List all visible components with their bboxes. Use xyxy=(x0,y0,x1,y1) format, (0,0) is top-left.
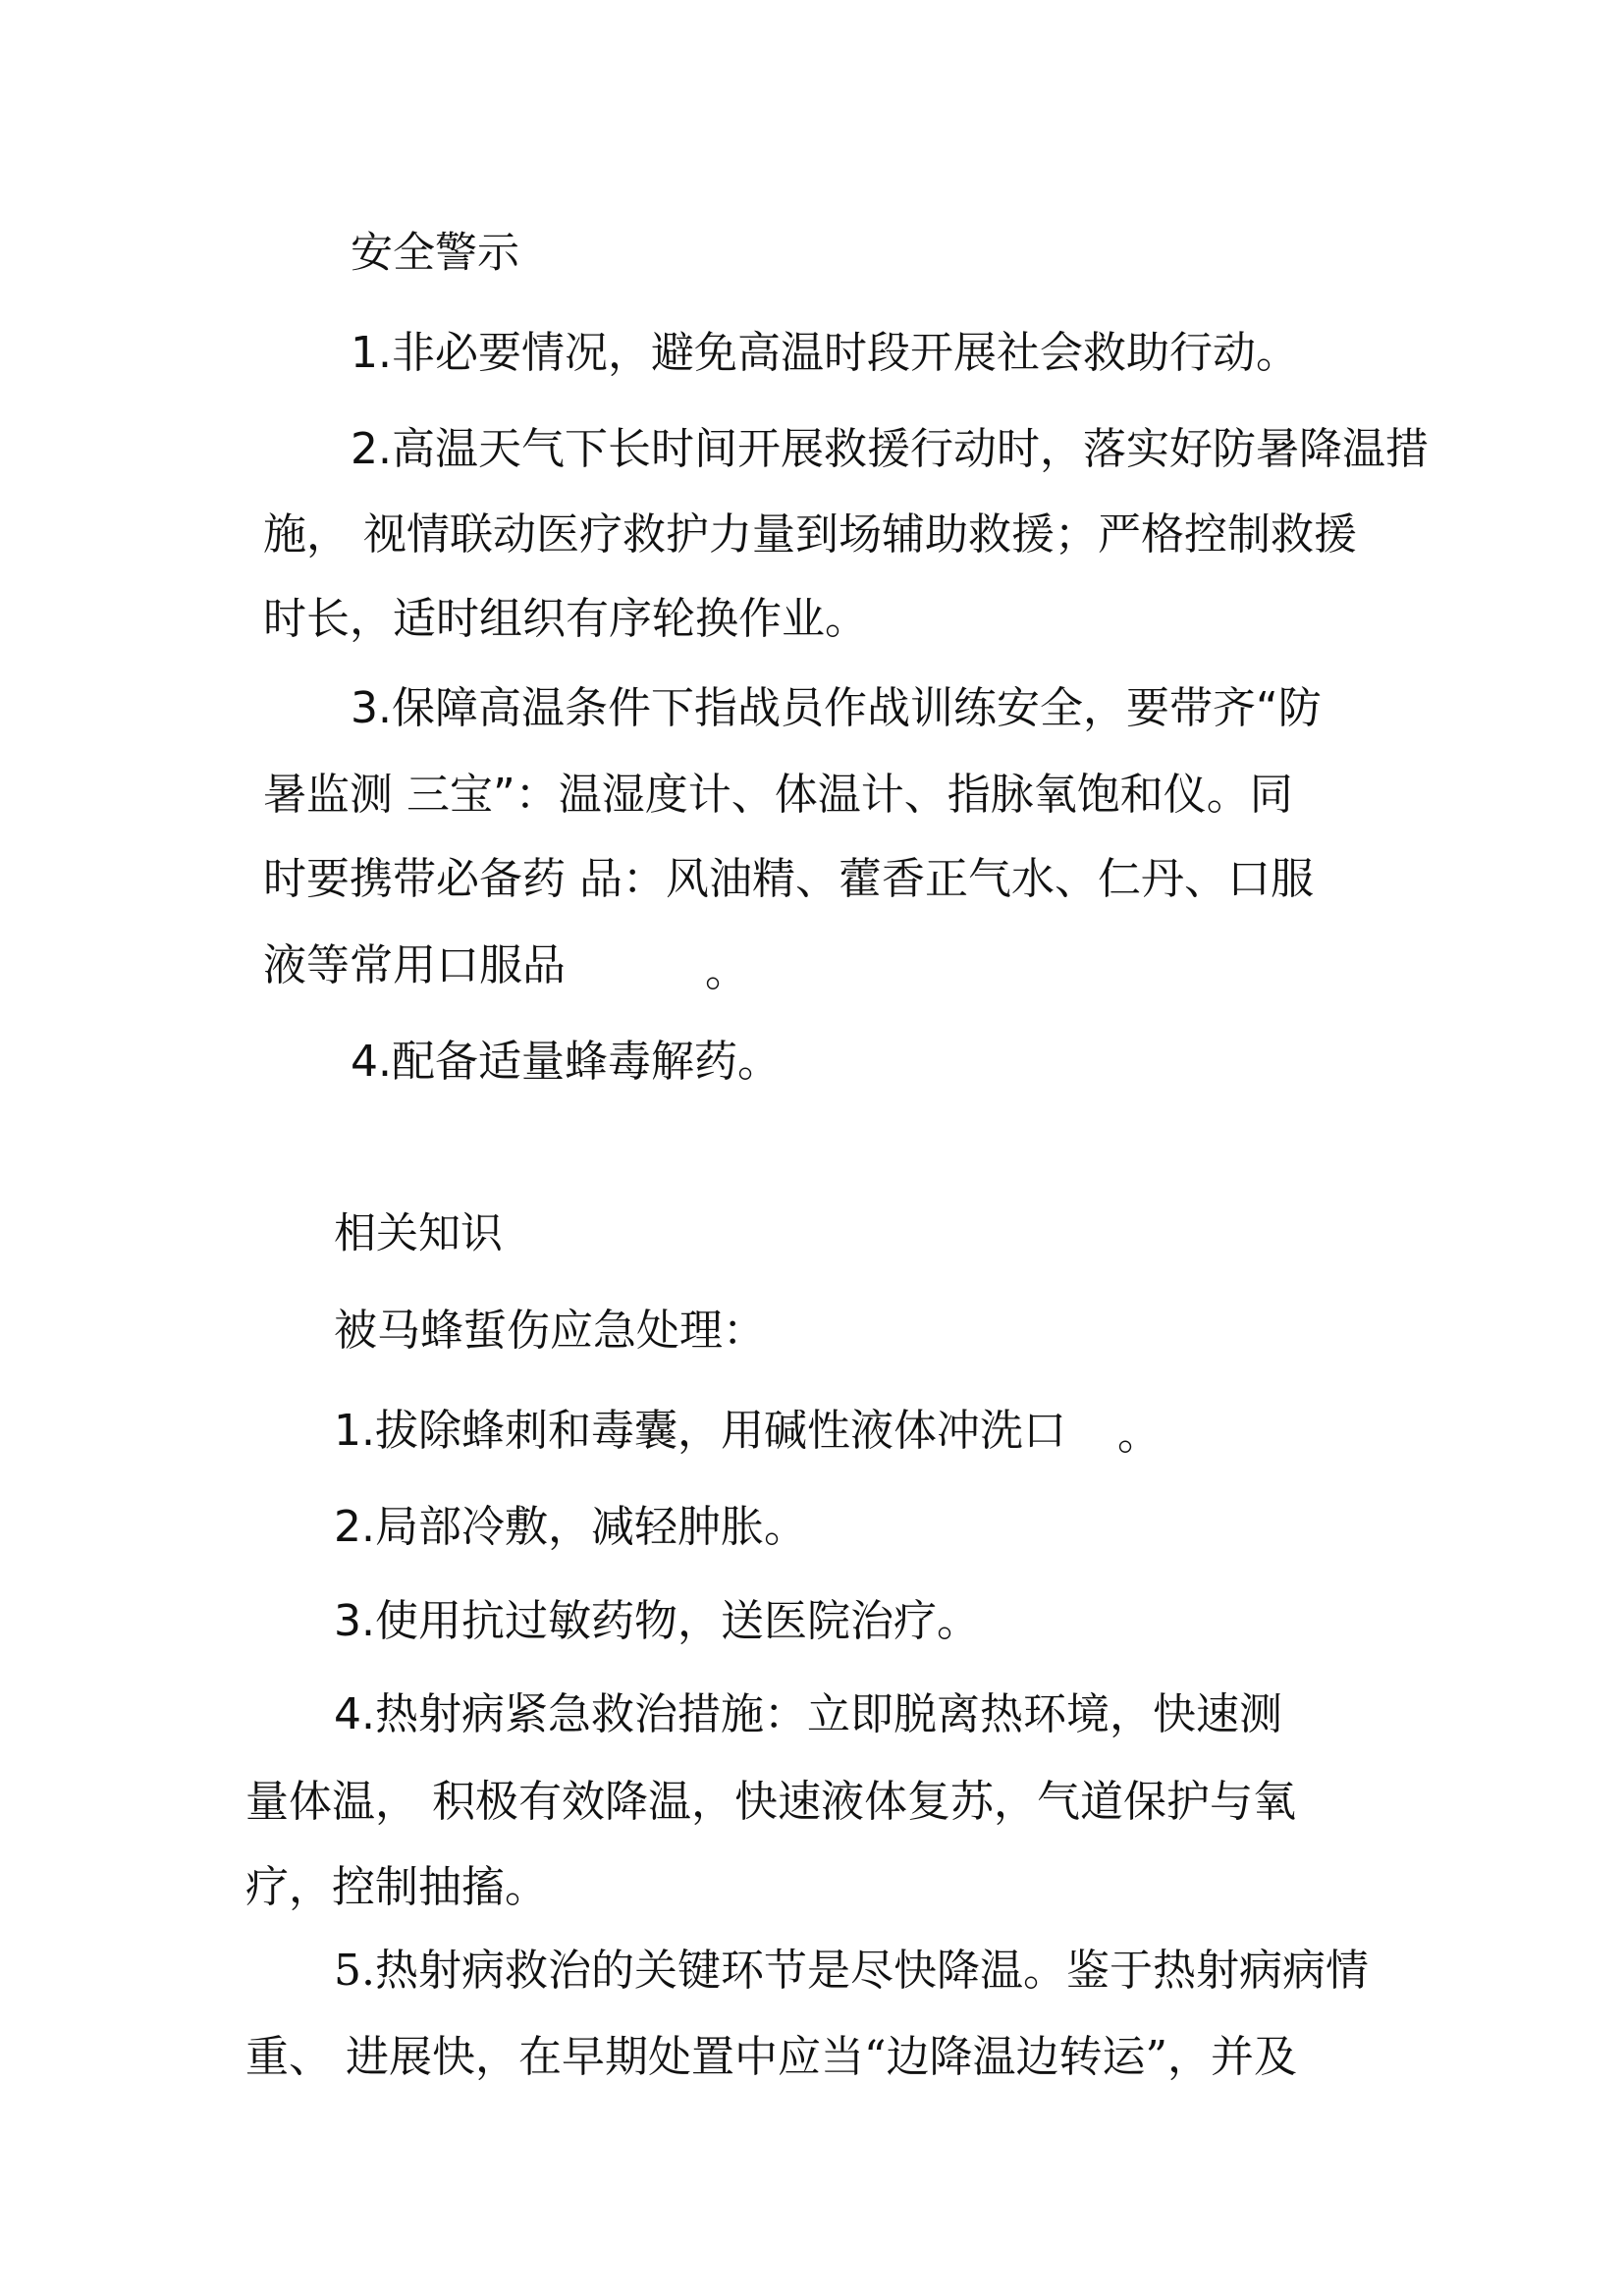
knowledge-item-1-period: 。 xyxy=(1117,1410,1161,1460)
knowledge-item-4-line-1: 4.热射病紧急救治措施：立即脱离热环境，快速测 xyxy=(334,1689,1282,1739)
warning-item-3-line-3: 时要携带必备药 品：风油精、藿香正气水、仁丹、口服 xyxy=(263,854,1314,904)
bee-sting-subheading: 被马蜂蜇伤应急处理： xyxy=(334,1306,766,1356)
warning-item-3-period: 。 xyxy=(705,946,748,996)
knowledge-item-1: 1.拔除蜂刺和毒囊，用碱性液体冲洗口 xyxy=(334,1406,1066,1456)
warning-item-3-line-1: 3.保障高温条件下指战员作战训练安全，要带齐“防 xyxy=(351,683,1322,733)
knowledge-item-5-line-1: 5.热射病救治的关键环节是尽快降温。鉴于热射病病情 xyxy=(334,1946,1369,1996)
warning-item-3-line-2: 暑监测 三宝”：温湿度计、体温计、指脉氧饱和仪。同 xyxy=(263,770,1293,820)
knowledge-item-5-line-2: 重、 进展快，在早期处置中应当“边降温边转运”，并及 xyxy=(245,2032,1297,2082)
warning-item-3-line-4: 液等常用口服品 xyxy=(263,940,566,990)
warning-item-2-line-1: 2.高温天气下长时间开展救援行动时，落实好防暑降温措 xyxy=(351,424,1429,474)
knowledge-item-3: 3.使用抗过敏药物，送医院治疗。 xyxy=(334,1596,980,1646)
warning-item-2-line-3: 时长，适时组织有序轮换作业。 xyxy=(263,594,868,644)
section-heading-safety-warning: 安全警示 xyxy=(351,229,519,278)
knowledge-item-4-line-3: 疗，控制抽搐。 xyxy=(245,1862,548,1912)
knowledge-item-4-line-2: 量体温， 积极有效降温，快速液体复苏，气道保护与氧 xyxy=(245,1777,1296,1827)
warning-item-4: 4.配备适量蜂毒解药。 xyxy=(351,1037,781,1087)
warning-item-2-line-2: 施， 视情联动医疗救护力量到场辅助救援；严格控制救援 xyxy=(263,509,1357,560)
knowledge-item-2: 2.局部冷敷，减轻肿胀。 xyxy=(334,1502,807,1552)
section-heading-related-knowledge: 相关知识 xyxy=(334,1209,503,1258)
warning-item-1: 1.非必要情况，避免高温时段开展社会救助行动。 xyxy=(351,328,1299,378)
